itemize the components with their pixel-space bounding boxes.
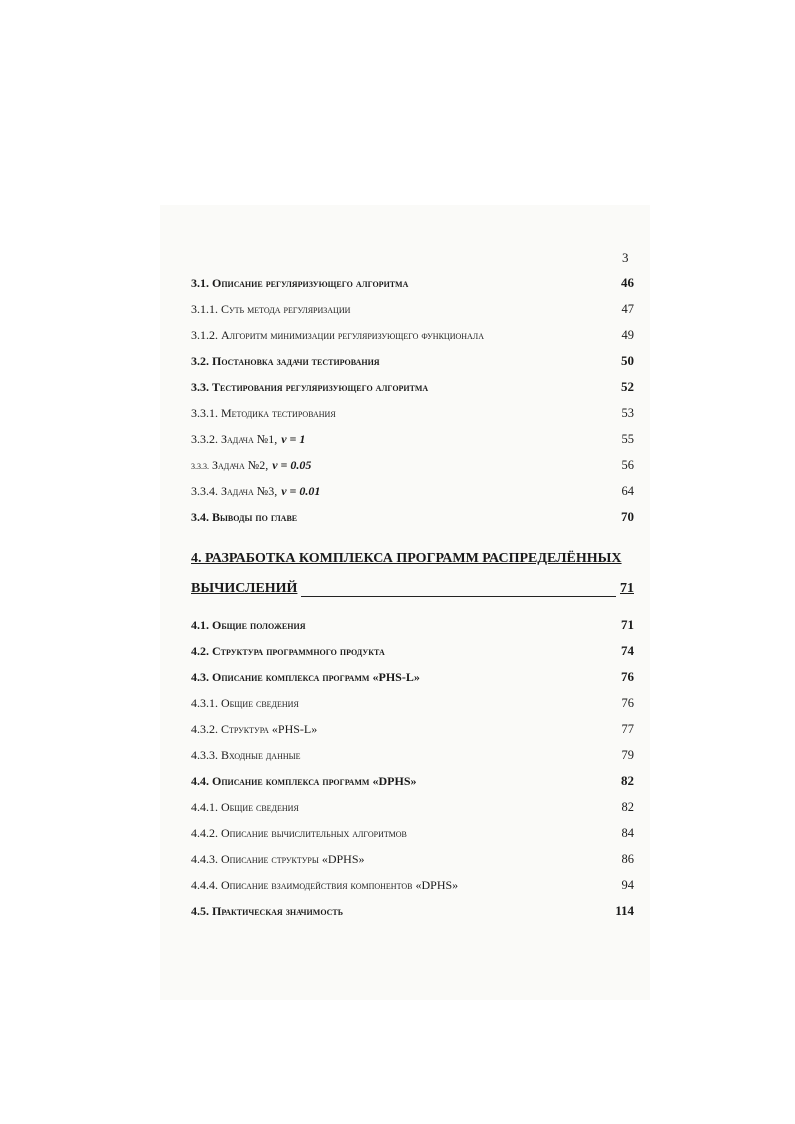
- toc-entry: [191, 768, 634, 794]
- toc-entry: [191, 400, 634, 426]
- toc-entry-label: 3.1.2. Алгоритм минимизации регуляризующего функционала: [191, 328, 485, 342]
- toc-entry-label: 4.3.2. Структура «PHS-L»: [191, 722, 318, 736]
- toc-entry-page: 46: [621, 275, 634, 290]
- toc-entry-page: 77: [621, 722, 634, 736]
- toc-entry-label: 4.4.2. Описание вычислительных алгоритмов: [191, 826, 407, 840]
- chapter-4-title-line-1: 4. РАЗРАБОТКА КОМПЛЕКСА ПРОГРАММ РАСПРЕДЕЛЁННЫХ: [191, 551, 622, 566]
- toc-entry-page: 50: [621, 353, 634, 368]
- table-of-contents: [191, 270, 634, 924]
- toc-entry: [191, 872, 634, 898]
- toc-entry: [191, 612, 634, 638]
- toc-entry: [191, 664, 634, 690]
- toc-entry-label: 4.4. Описание комплекса программ «DPHS»: [191, 774, 417, 788]
- toc-entry: [191, 638, 634, 664]
- toc-entry: [191, 794, 634, 820]
- toc-entry-label: 3.3. Тестирования регуляризующего алгоритма: [191, 380, 429, 394]
- toc-entry-page: 86: [621, 852, 634, 866]
- toc-entry-label: 4.4.3. Описание структуры «DPHS»: [191, 852, 365, 866]
- chapter-4-heading: [191, 544, 634, 604]
- toc-entry-label: 4.4.4. Описание взаимодействия компонентов «DPHS»: [191, 878, 459, 892]
- toc-entry-page: 55: [621, 432, 634, 446]
- toc-entry-label: 3.3.1. Методика тестирования: [191, 406, 336, 420]
- toc-group-chapter-3: [191, 270, 634, 426]
- toc-entry: [191, 690, 634, 716]
- toc-entry-page: 49: [621, 328, 634, 342]
- toc-entry: [191, 322, 634, 348]
- toc-entry-label: 4.5. Практическая значимость: [191, 904, 344, 918]
- page-number: 3: [622, 250, 629, 265]
- toc-entry-label: 3.3.2. Задача №1, v = 1: [191, 432, 306, 446]
- toc-entry-page: 94: [621, 878, 634, 892]
- toc-entry: [191, 348, 634, 374]
- toc-entry-task-1: [191, 426, 634, 452]
- toc-entry-label: 3.3.3. Задача №2, v = 0.05: [191, 458, 312, 472]
- toc-entry-page: 47: [621, 302, 634, 316]
- toc-entry-label: 4.1. Общие положения: [191, 618, 306, 632]
- chapter-4-title-line-2: ВЫЧИСЛЕНИЙ: [191, 581, 298, 596]
- toc-entry-label: 4.3.1. Общие сведения: [191, 696, 299, 710]
- toc-entry-page: 84: [621, 826, 634, 840]
- toc-entry-page: 52: [621, 379, 634, 394]
- toc-entry-page: 64: [621, 484, 634, 498]
- toc-entry: [191, 846, 634, 872]
- toc-entry-page: 53: [621, 406, 634, 420]
- toc-entry: [191, 270, 634, 296]
- toc-entry-page: 76: [621, 696, 634, 710]
- toc-entry: [191, 296, 634, 322]
- toc-entry-task-2: [191, 452, 634, 478]
- toc-entry-label: 3.1.1. Суть метода регуляризации: [191, 302, 351, 316]
- toc-entry-label: 3.4. Выводы по главе: [191, 510, 298, 524]
- toc-entry-page: 56: [621, 458, 634, 472]
- toc-entry: [191, 716, 634, 742]
- toc-entry-label: 3.1. Описание регуляризующего алгоритма: [191, 276, 409, 290]
- chapter-4-page: 71: [620, 581, 634, 596]
- toc-entry-page: 70: [621, 509, 634, 524]
- toc-entry-label: 3.3.4. Задача №3, v = 0.01: [191, 484, 321, 498]
- toc-entry-conclusions: [191, 504, 634, 530]
- toc-entry-page: 71: [621, 617, 634, 632]
- toc-entry-label: 3.2. Постановка задачи тестирования: [191, 354, 380, 368]
- toc-entry-page: 74: [621, 643, 634, 658]
- toc-entry-label: 4.3.3. Входные данные: [191, 748, 301, 762]
- toc-entry-page: 114: [615, 903, 634, 918]
- toc-entry-label: 4.2. Структура программного продукта: [191, 644, 385, 658]
- toc-entry-page: 82: [621, 800, 634, 814]
- toc-entry-label: 4.3. Описание комплекса программ «PHS-L»: [191, 670, 420, 684]
- toc-entry: [191, 374, 634, 400]
- toc-entry-page: 82: [621, 773, 634, 788]
- toc-entry-page: 76: [621, 669, 634, 684]
- toc-entry: [191, 898, 634, 924]
- toc-entry-label: 4.4.1. Общие сведения: [191, 800, 299, 814]
- leader-line: [301, 574, 616, 597]
- toc-entry-page: 79: [621, 748, 634, 762]
- toc-entry: [191, 742, 634, 768]
- toc-entry: [191, 820, 634, 846]
- toc-entry-task-3: [191, 478, 634, 504]
- toc-group-chapter-4: [191, 612, 634, 924]
